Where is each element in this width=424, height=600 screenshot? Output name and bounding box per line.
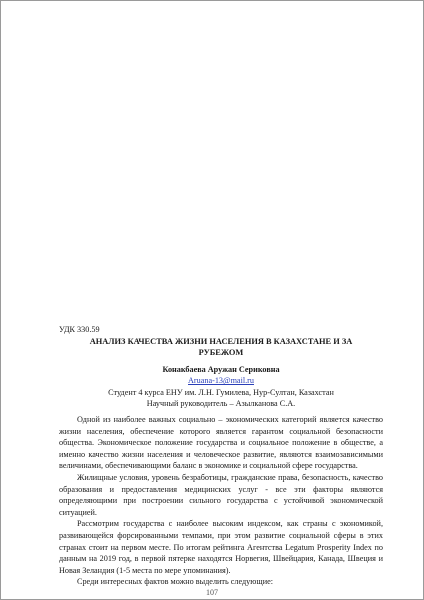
paragraph-factors: Жилищные условия, уровень безработицы, гражданские права, безопасность, качество образования и предоставления медицинских услуг - все эти факторы являются определяющими при построении сильного государства с устойчивой экономической ситуацией. bbox=[59, 472, 383, 517]
paragraph-facts-lead: Среди интересных фактов можно выделить следующие: bbox=[77, 577, 273, 587]
author-email-line bbox=[59, 375, 383, 387]
author-affiliation: Студент 4 курса ЕНУ им. Л.Н. Гумилева, Нур-Султан, Казахстан bbox=[108, 387, 334, 397]
paragraph-intro: Одной из наиболее важных социально – экономических категорий является качество жизни населения, обеспечение которого является гарантом социальной безопасности общества. Экономическое положение государства и социальное положение в обществе, а именно качество жизни населения и человеческое развитие, являются взаимозависимыми величинами, обеспечивающими баланс в экономике и социальной сфере государства. bbox=[59, 414, 383, 471]
paragraph-countries: Рассмотрим государства с наиболее высоким индексом, как страны с экономикой, развивающейся форсированными темпами, при этом развитие социальной сферы в этих странах стоит на первом месте. По итогам рейтинга Агентства Legatum Prosperity Index по данным на 2019 год, в первой пятерке находятся Норвегия, Швейцария, Канада, Швеция и Новая Зеландия (1-5 места по мере упоминания). bbox=[59, 519, 383, 575]
author-name: Конакбаева Аружан Сериковна bbox=[162, 364, 280, 374]
page-number: 107 bbox=[206, 588, 218, 597]
article-title: АНАЛИЗ КАЧЕСТВА ЖИЗНИ НАСЕЛЕНИЯ В КАЗАХСТАНЕ И ЗА РУБЕЖОМ bbox=[89, 336, 353, 357]
scientific-supervisor: Научный руководитель – Азылканова С.А. bbox=[146, 399, 296, 409]
author-email-link[interactable]: Aruana-13@mail.ru bbox=[188, 376, 254, 386]
udk-code: УДК 330.59 bbox=[59, 325, 100, 334]
document-body bbox=[59, 324, 383, 588]
